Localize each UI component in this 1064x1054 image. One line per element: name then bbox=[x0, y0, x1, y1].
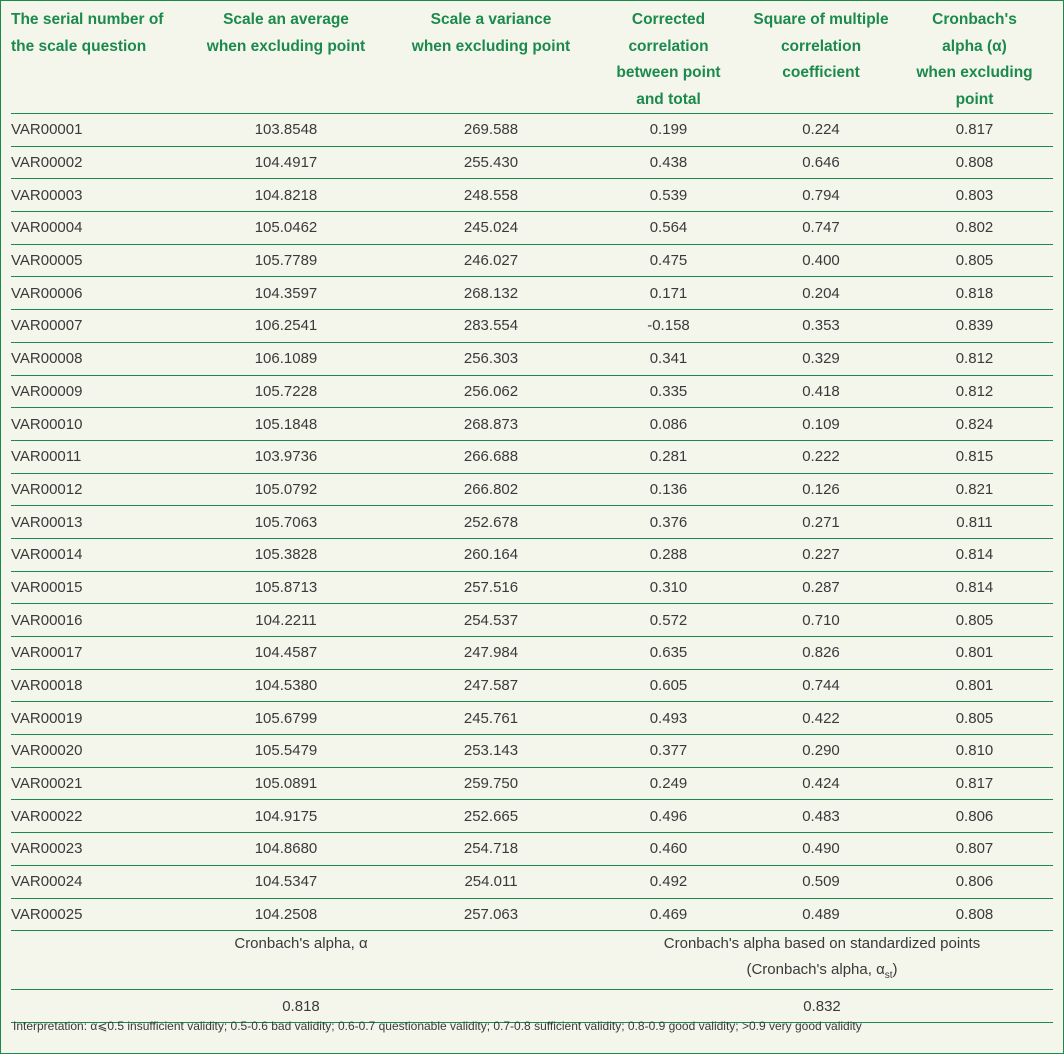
column-header-line: The serial number of bbox=[11, 11, 164, 28]
table-cell: 0.805 bbox=[896, 604, 1053, 637]
table-cell: 0.136 bbox=[591, 473, 746, 506]
std-alpha-label-line2-prefix: (Cronbach's alpha, α bbox=[746, 961, 885, 979]
table-cell: VAR00009 bbox=[11, 375, 181, 408]
table-cell: 0.353 bbox=[746, 310, 896, 343]
table-cell: 0.646 bbox=[746, 146, 896, 179]
alpha-value: 0.818 bbox=[11, 990, 591, 1023]
table-cell: 254.011 bbox=[391, 865, 591, 898]
table-cell: 104.3597 bbox=[181, 277, 391, 310]
table-row bbox=[11, 277, 1053, 310]
table-cell: 247.984 bbox=[391, 637, 591, 670]
table-cell: 0.489 bbox=[746, 898, 896, 931]
table-cell: 0.818 bbox=[896, 277, 1053, 310]
table-cell: 0.821 bbox=[896, 473, 1053, 506]
std-alpha-label-line2-suffix: ) bbox=[892, 961, 898, 979]
table-row bbox=[11, 506, 1053, 539]
table-cell: VAR00024 bbox=[11, 865, 181, 898]
table-cell: 0.469 bbox=[591, 898, 746, 931]
table-cell: 0.805 bbox=[896, 702, 1053, 735]
column-header-line: when excluding point bbox=[916, 64, 1033, 108]
table-cell: 0.249 bbox=[591, 767, 746, 800]
table-cell: 105.6799 bbox=[181, 702, 391, 735]
column-header-line: Cronbach's bbox=[932, 11, 1017, 28]
table-cell: 252.665 bbox=[391, 800, 591, 833]
column-header-3 bbox=[391, 7, 591, 114]
table-cell: VAR00007 bbox=[11, 310, 181, 343]
interpretation-note: Interpretation: α⩽0.5 insufficient validity; 0.5-0.6 bad validity; 0.6-0.7 questionable validity; 0.7-0.8 sufficient validity; 0.8-0.9 good validity; >0.9 very good validity bbox=[13, 1019, 862, 1033]
table-cell: 104.2508 bbox=[181, 898, 391, 931]
table-cell: VAR00020 bbox=[11, 735, 181, 768]
table-cell: 0.817 bbox=[896, 114, 1053, 147]
column-header-4 bbox=[591, 7, 746, 114]
table-cell: 0.496 bbox=[591, 800, 746, 833]
table-cell: 254.718 bbox=[391, 833, 591, 866]
table-cell: 0.400 bbox=[746, 244, 896, 277]
table-row bbox=[11, 212, 1053, 245]
header-row bbox=[11, 7, 1053, 114]
table-row bbox=[11, 473, 1053, 506]
table-cell: 0.839 bbox=[896, 310, 1053, 343]
table-cell: 105.8713 bbox=[181, 571, 391, 604]
table-cell: 0.171 bbox=[591, 277, 746, 310]
reliability-table bbox=[11, 7, 1053, 1023]
table-cell: VAR00012 bbox=[11, 473, 181, 506]
table-cell: 0.817 bbox=[896, 767, 1053, 800]
table-cell: 0.794 bbox=[746, 179, 896, 212]
table-cell: 105.7063 bbox=[181, 506, 391, 539]
table-row bbox=[11, 440, 1053, 473]
table-cell: 0.490 bbox=[746, 833, 896, 866]
column-header-line: alpha (α) bbox=[942, 37, 1007, 55]
table-cell: 247.587 bbox=[391, 669, 591, 702]
table-cell: 0.204 bbox=[746, 277, 896, 310]
table-cell: 0.802 bbox=[896, 212, 1053, 245]
table-cell: VAR00001 bbox=[11, 114, 181, 147]
table-cell: 0.310 bbox=[591, 571, 746, 604]
alpha-label: Cronbach's alpha, α bbox=[11, 931, 591, 990]
table-cell: 0.824 bbox=[896, 408, 1053, 441]
column-header-line: and total bbox=[636, 90, 701, 108]
table-cell: 104.4917 bbox=[181, 146, 391, 179]
table-cell: 0.811 bbox=[896, 506, 1053, 539]
std-alpha-label-line1: Cronbach's alpha based on standardized points bbox=[663, 935, 981, 953]
table-cell: 0.126 bbox=[746, 473, 896, 506]
table-cell: 0.806 bbox=[896, 865, 1053, 898]
table-cell: 104.5380 bbox=[181, 669, 391, 702]
table-cell: 0.227 bbox=[746, 538, 896, 571]
table-cell: 0.271 bbox=[746, 506, 896, 539]
table-row bbox=[11, 800, 1053, 833]
table-cell: VAR00006 bbox=[11, 277, 181, 310]
table-cell: 255.430 bbox=[391, 146, 591, 179]
column-header-2 bbox=[181, 7, 391, 114]
table-cell: 0.290 bbox=[746, 735, 896, 768]
column-header-6 bbox=[896, 7, 1053, 114]
table-cell: 0.377 bbox=[591, 735, 746, 768]
table-cell: VAR00002 bbox=[11, 146, 181, 179]
table-cell: VAR00014 bbox=[11, 538, 181, 571]
table-cell: 0.492 bbox=[591, 865, 746, 898]
table-cell: 106.1089 bbox=[181, 342, 391, 375]
table-cell: 0.808 bbox=[896, 898, 1053, 931]
table-cell: 105.7789 bbox=[181, 244, 391, 277]
table-cell: 0.801 bbox=[896, 669, 1053, 702]
table-cell: 0.808 bbox=[896, 146, 1053, 179]
table-cell: 0.806 bbox=[896, 800, 1053, 833]
table-cell: 0.710 bbox=[746, 604, 896, 637]
table-cell: 106.2541 bbox=[181, 310, 391, 343]
table-cell: 0.814 bbox=[896, 538, 1053, 571]
column-header-line: when excluding point bbox=[411, 37, 571, 55]
table-cell: VAR00005 bbox=[11, 244, 181, 277]
table-cell: VAR00022 bbox=[11, 800, 181, 833]
table-cell: 0.281 bbox=[591, 440, 746, 473]
table-cell: 0.422 bbox=[746, 702, 896, 735]
std-alpha-value: 0.832 bbox=[591, 990, 1053, 1023]
table-cell: 0.424 bbox=[746, 767, 896, 800]
table-row bbox=[11, 767, 1053, 800]
table-cell: 0.812 bbox=[896, 342, 1053, 375]
table-cell: 104.8680 bbox=[181, 833, 391, 866]
table-cell: VAR00017 bbox=[11, 637, 181, 670]
table-cell: VAR00021 bbox=[11, 767, 181, 800]
column-header-line: Corrected correlation bbox=[628, 11, 709, 55]
table-row bbox=[11, 114, 1053, 147]
table-cell: 283.554 bbox=[391, 310, 591, 343]
column-header-line: correlation bbox=[780, 37, 862, 55]
table-cell: 104.5347 bbox=[181, 865, 391, 898]
table-cell: 0.815 bbox=[896, 440, 1053, 473]
column-header-line: between point bbox=[616, 64, 721, 81]
table-cell: 0.109 bbox=[746, 408, 896, 441]
table-cell: 0.509 bbox=[746, 865, 896, 898]
table-cell: 256.303 bbox=[391, 342, 591, 375]
table-cell: 0.539 bbox=[591, 179, 746, 212]
table-cell: VAR00011 bbox=[11, 440, 181, 473]
table-cell: 0.747 bbox=[746, 212, 896, 245]
table-cell: VAR00003 bbox=[11, 179, 181, 212]
table-cell: 0.222 bbox=[746, 440, 896, 473]
table-row bbox=[11, 637, 1053, 670]
column-header-line: Scale an average bbox=[223, 11, 349, 28]
table-cell: 0.438 bbox=[591, 146, 746, 179]
column-header-1 bbox=[11, 7, 181, 114]
table-cell: VAR00008 bbox=[11, 342, 181, 375]
table-cell: 105.5479 bbox=[181, 735, 391, 768]
table-row bbox=[11, 408, 1053, 441]
column-header-line: Square of multiple bbox=[753, 11, 889, 28]
table-cell: 0.329 bbox=[746, 342, 896, 375]
table-cell: VAR00018 bbox=[11, 669, 181, 702]
column-header-line: coefficient bbox=[782, 64, 860, 81]
table-row bbox=[11, 179, 1053, 212]
table-cell: 104.9175 bbox=[181, 800, 391, 833]
table-cell: 0.288 bbox=[591, 538, 746, 571]
table-cell: 0.810 bbox=[896, 735, 1053, 768]
column-header-5 bbox=[746, 7, 896, 114]
table-cell: 266.688 bbox=[391, 440, 591, 473]
table-cell: 105.1848 bbox=[181, 408, 391, 441]
table-cell: 105.0891 bbox=[181, 767, 391, 800]
table-cell: 0.744 bbox=[746, 669, 896, 702]
table-cell: 0.812 bbox=[896, 375, 1053, 408]
table-cell: 0.418 bbox=[746, 375, 896, 408]
table-cell: VAR00010 bbox=[11, 408, 181, 441]
table-cell: 260.164 bbox=[391, 538, 591, 571]
table-cell: 0.807 bbox=[896, 833, 1053, 866]
table-cell: VAR00016 bbox=[11, 604, 181, 637]
table-row bbox=[11, 571, 1053, 604]
table-cell: 256.062 bbox=[391, 375, 591, 408]
table-cell: 103.8548 bbox=[181, 114, 391, 147]
table-row bbox=[11, 538, 1053, 571]
table-cell: 0.224 bbox=[746, 114, 896, 147]
table-cell: 104.4587 bbox=[181, 637, 391, 670]
table-cell: 105.3828 bbox=[181, 538, 391, 571]
table-cell: 0.086 bbox=[591, 408, 746, 441]
summary-value-row bbox=[11, 990, 1053, 1023]
table-row bbox=[11, 898, 1053, 931]
table-cell: 0.287 bbox=[746, 571, 896, 604]
table-row bbox=[11, 146, 1053, 179]
column-header-line: the scale question bbox=[11, 37, 147, 55]
table-row bbox=[11, 375, 1053, 408]
table-cell: 0.635 bbox=[591, 637, 746, 670]
table-cell: 246.027 bbox=[391, 244, 591, 277]
table-row bbox=[11, 669, 1053, 702]
table-cell: 105.0792 bbox=[181, 473, 391, 506]
table-cell: 103.9736 bbox=[181, 440, 391, 473]
std-alpha-subscript: st bbox=[884, 970, 893, 982]
table-row bbox=[11, 604, 1053, 637]
table-cell: 257.063 bbox=[391, 898, 591, 931]
table-row bbox=[11, 833, 1053, 866]
table-cell: 0.805 bbox=[896, 244, 1053, 277]
table-cell: VAR00025 bbox=[11, 898, 181, 931]
column-header-line: when excluding point bbox=[206, 37, 366, 55]
table-cell: VAR00019 bbox=[11, 702, 181, 735]
table-cell: 0.199 bbox=[591, 114, 746, 147]
table-row bbox=[11, 702, 1053, 735]
table-cell: 252.678 bbox=[391, 506, 591, 539]
table-cell: 0.572 bbox=[591, 604, 746, 637]
table-cell: 253.143 bbox=[391, 735, 591, 768]
table-cell: 0.605 bbox=[591, 669, 746, 702]
table-cell: 0.376 bbox=[591, 506, 746, 539]
table-cell: VAR00015 bbox=[11, 571, 181, 604]
table-row bbox=[11, 310, 1053, 343]
table-cell: 0.826 bbox=[746, 637, 896, 670]
table-cell: 254.537 bbox=[391, 604, 591, 637]
table-cell: 257.516 bbox=[391, 571, 591, 604]
table-cell: 105.0462 bbox=[181, 212, 391, 245]
table-cell: 259.750 bbox=[391, 767, 591, 800]
table-cell: 0.803 bbox=[896, 179, 1053, 212]
table-cell: 105.7228 bbox=[181, 375, 391, 408]
table-cell: 245.024 bbox=[391, 212, 591, 245]
table-cell: 0.341 bbox=[591, 342, 746, 375]
table-cell: VAR00004 bbox=[11, 212, 181, 245]
table-row bbox=[11, 244, 1053, 277]
table-cell: 0.493 bbox=[591, 702, 746, 735]
std-alpha-label bbox=[591, 931, 1053, 990]
table-row bbox=[11, 735, 1053, 768]
table-cell: 104.2211 bbox=[181, 604, 391, 637]
table-cell: 245.761 bbox=[391, 702, 591, 735]
table-cell: 268.873 bbox=[391, 408, 591, 441]
table-cell: 268.132 bbox=[391, 277, 591, 310]
table-cell: 0.475 bbox=[591, 244, 746, 277]
table-cell: VAR00023 bbox=[11, 833, 181, 866]
table-cell: 0.460 bbox=[591, 833, 746, 866]
column-header-line: Scale a variance bbox=[430, 11, 552, 28]
table-cell: 0.335 bbox=[591, 375, 746, 408]
summary-label-row bbox=[11, 931, 1053, 990]
table-cell: 0.801 bbox=[896, 637, 1053, 670]
table-row bbox=[11, 865, 1053, 898]
table-cell: 269.588 bbox=[391, 114, 591, 147]
table-cell: 0.483 bbox=[746, 800, 896, 833]
table-cell: 0.564 bbox=[591, 212, 746, 245]
table-row bbox=[11, 342, 1053, 375]
table-cell: 248.558 bbox=[391, 179, 591, 212]
table-cell: 104.8218 bbox=[181, 179, 391, 212]
table-cell: VAR00013 bbox=[11, 506, 181, 539]
table-cell: 266.802 bbox=[391, 473, 591, 506]
table-cell: -0.158 bbox=[591, 310, 746, 343]
table-cell: 0.814 bbox=[896, 571, 1053, 604]
